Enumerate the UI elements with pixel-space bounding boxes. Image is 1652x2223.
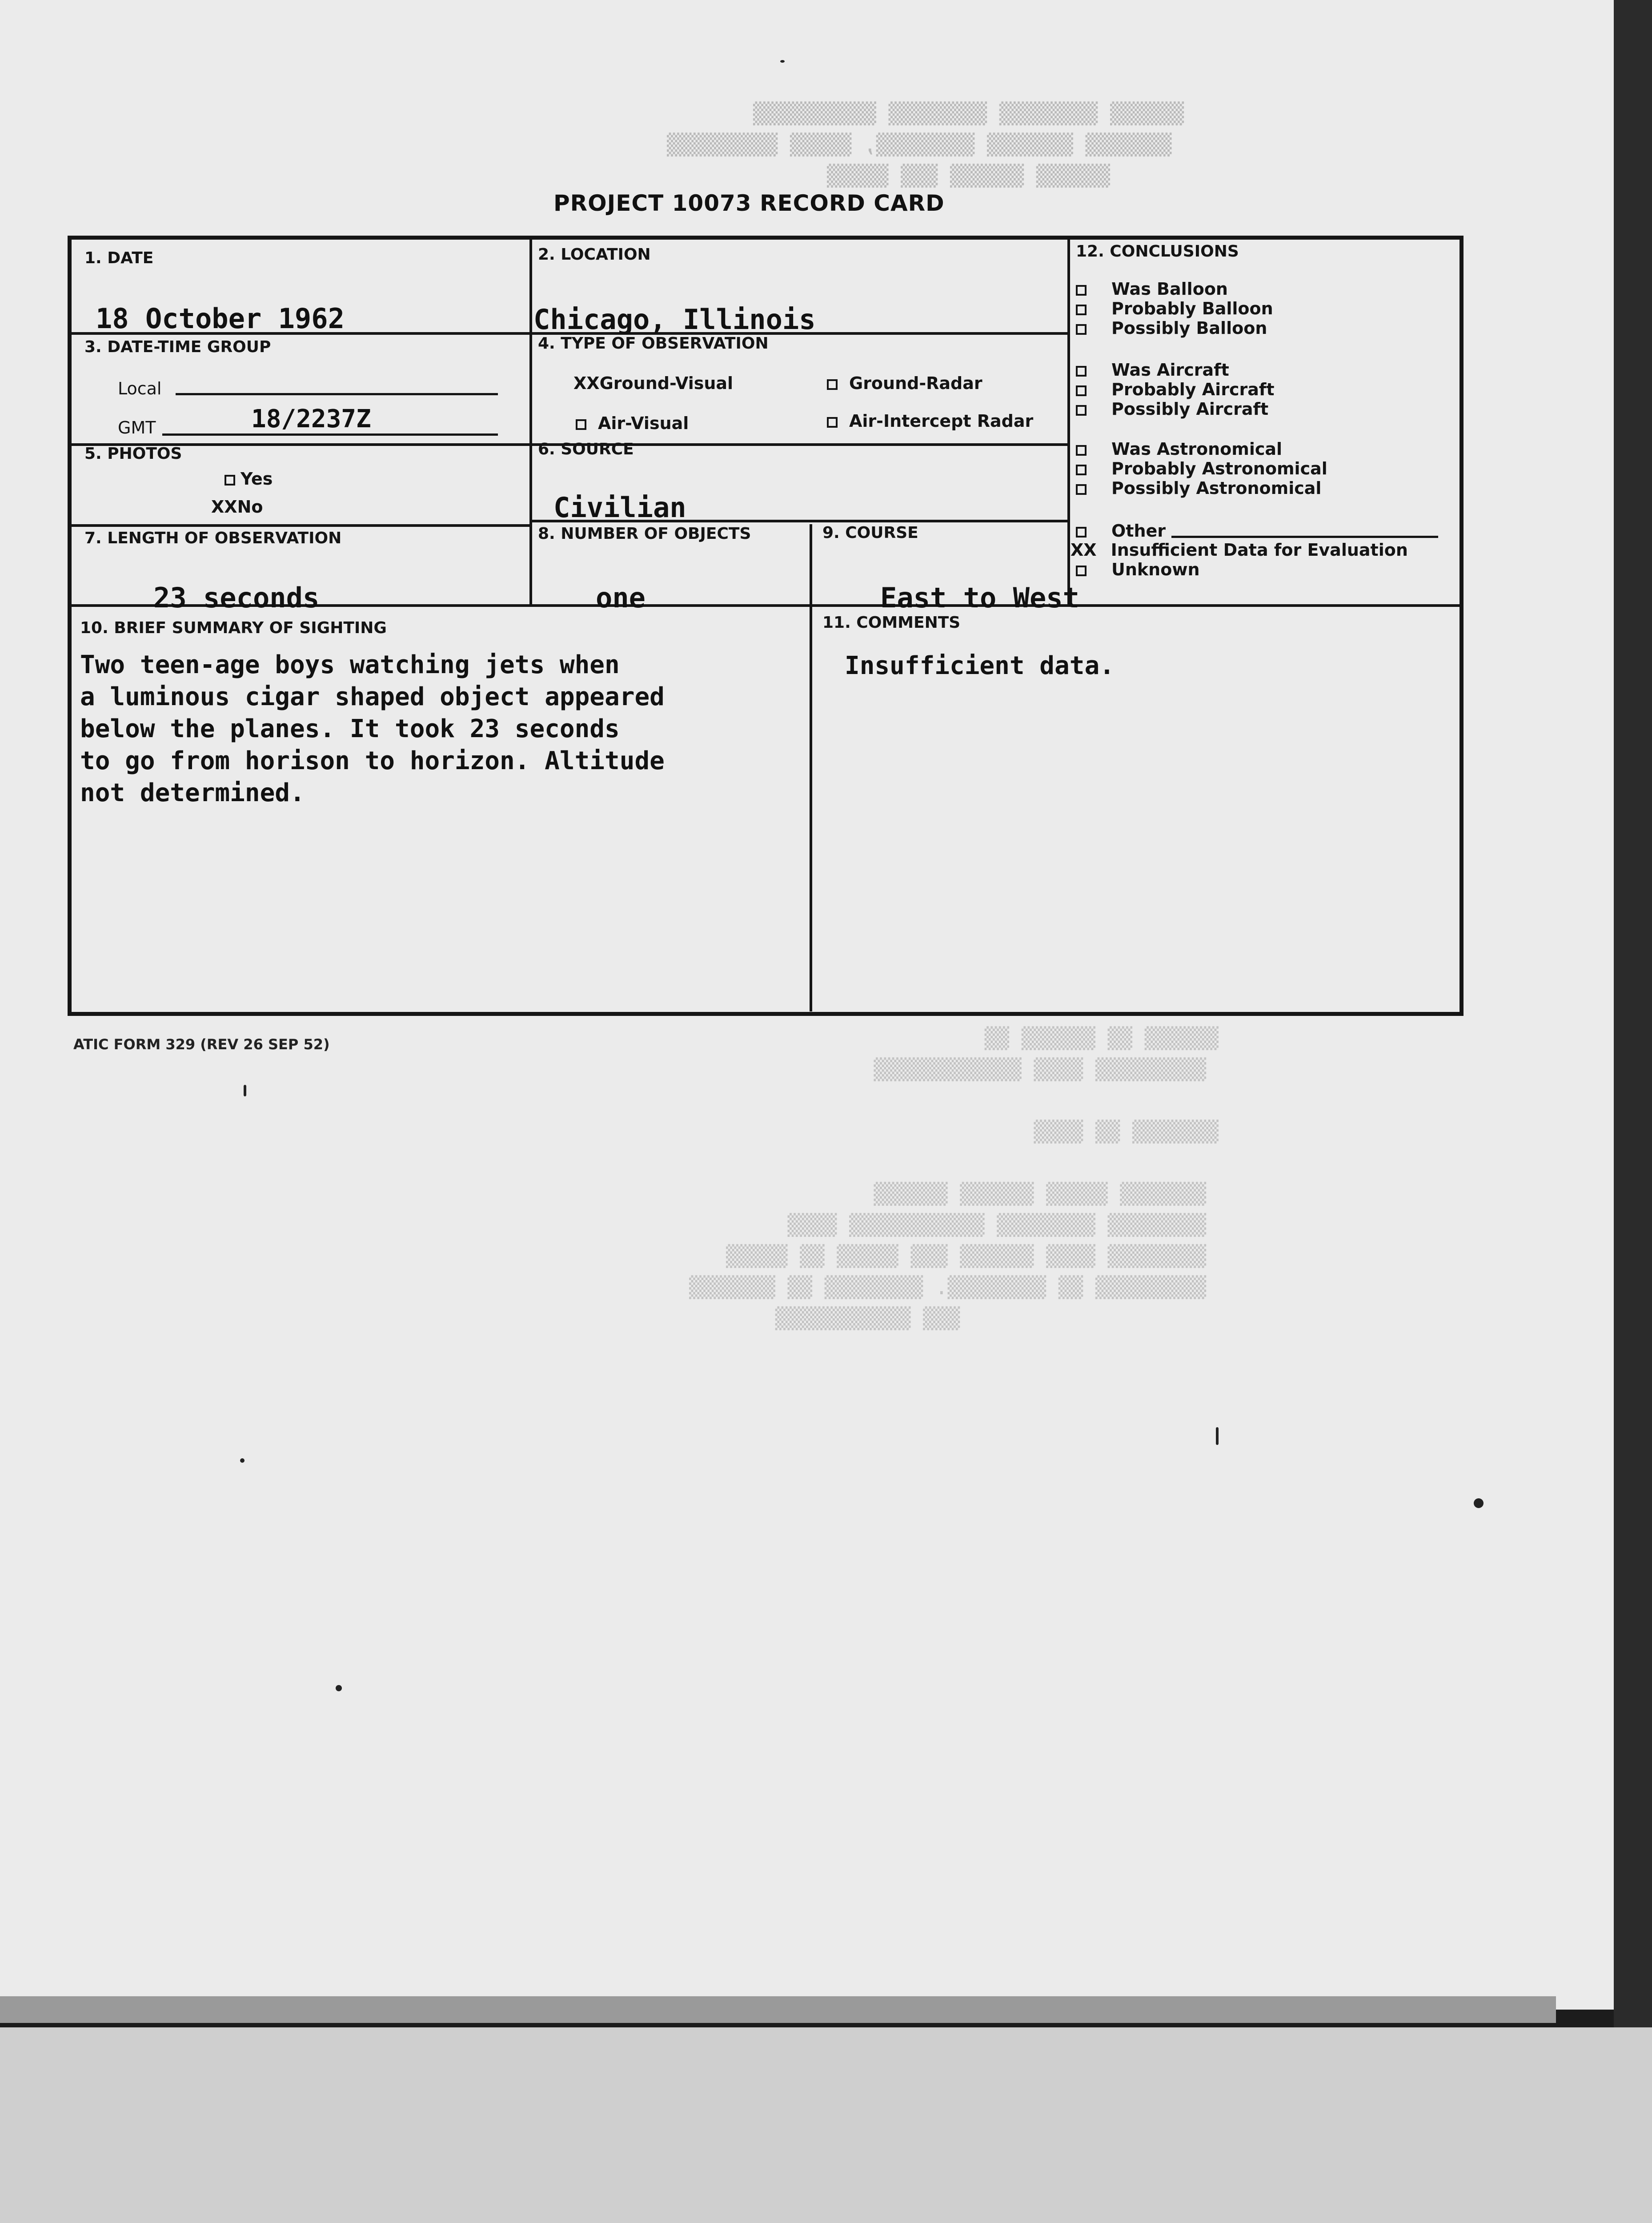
conclusion-checkbox	[1076, 405, 1087, 416]
gmt-value: 18/2237Z	[251, 405, 371, 433]
course-value: East to West	[880, 582, 1079, 614]
conclusion-checkbox	[1076, 465, 1087, 475]
conclusion-checkbox	[1076, 445, 1087, 456]
scan-speck	[780, 60, 785, 63]
summary-text: Two teen-age boys watching jets when a luminous cigar shaped object appeared below the planes. It took 23 seconds to go from horison to horizon. Altitude not determined.	[80, 650, 665, 807]
bleed-through-text: ▒▒▒▒▒▒ ▒▒▒▒▒▒▒▒ ▒▒▒▒▒▒▒▒ ▒▒▒▒▒▒▒▒▒▒ ▒▒▒▒▒▒▒ ▒▒▒▒▒▒▒ ▒▒▒▒▒▒▒▒, ▒▒▒▒▒ ▒▒▒▒▒▒▒▒▒ ▒▒▒▒▒▒ ▒▒▒▒▒▒ ▒▒▒ ▒▒▒▒▒	[667, 101, 1184, 188]
air-intercept-radar-checkbox	[827, 417, 838, 428]
source-value: Civilian	[553, 491, 686, 524]
air-intercept-radar-option: Air-Intercept Radar	[827, 411, 1033, 431]
date-time-group-label: 3. DATE-TIME GROUP	[84, 338, 271, 356]
conclusion-item-checked: XX Insufficient Data for Evaluation	[1071, 540, 1408, 560]
photos-label: 5. PHOTOS	[84, 445, 182, 463]
bleed-through-text: ▒▒▒▒▒▒ ▒▒ ▒▒▒▒▒▒ ▒▒ ▒▒▒▒▒▒▒▒▒ ▒▒▒▒ ▒▒▒▒▒▒▒▒▒▒▒▒ ▒▒▒▒▒▒▒ ▒▒ ▒▒▒▒ ▒▒▒▒▒▒▒ ▒▒▒▒▒ ▒▒▒▒▒▒ ▒▒▒▒▒▒ ▒▒▒▒▒▒▒▒ ▒▒▒▒▒▒▒▒ ▒▒▒▒▒▒▒▒▒▒▒ ▒▒▒▒ ▒▒▒▒▒▒▒▒ ▒▒▒▒ ▒▒▒▒▒▒ ▒▒▒ ▒▒▒▒▒ ▒▒ ▒▒▒▒▒ ▒▒▒▒▒▒▒▒▒ ▒▒ ▒▒▒▒▒▒▒▒. ▒▒▒▒▒▒▒▒ ▒▒ ▒▒▒▒▒▒▒ ▒▒▒ ▒▒▒▒▒▒▒▒▒▒▒	[689, 1026, 1219, 1330]
air-visual-checkbox	[576, 419, 586, 430]
conclusion-item: Unknown	[1076, 560, 1200, 579]
course-label: 9. COURSE	[822, 524, 918, 542]
scan-speck	[244, 1085, 246, 1096]
local-underline	[176, 393, 498, 395]
conclusion-item: Probably Aircraft	[1076, 380, 1275, 399]
conclusion-checkbox	[1076, 366, 1087, 377]
photos-no-option: XXNo	[211, 497, 263, 517]
summary-label: 10. BRIEF SUMMARY OF SIGHTING	[80, 619, 387, 637]
location-value: Chicago, Illinois	[533, 303, 816, 336]
conclusion-checkbox	[1076, 285, 1087, 296]
objects-value: one	[596, 582, 646, 614]
conclusion-checkbox	[1076, 305, 1087, 315]
conclusion-checkbox	[1076, 527, 1087, 538]
scan-border	[1614, 0, 1652, 2027]
conclusion-item: Probably Balloon	[1076, 299, 1273, 318]
length-value: 23 seconds	[153, 582, 320, 614]
conclusion-item: Was Balloon	[1076, 279, 1228, 299]
objects-label: 8. NUMBER OF OBJECTS	[538, 525, 751, 543]
paper-edge	[0, 1996, 1556, 2023]
conclusion-item: Possibly Aircraft	[1076, 399, 1268, 419]
conclusion-item: Was Astronomical	[1076, 439, 1282, 459]
scan-speck	[1474, 1498, 1484, 1508]
date-value: 18 October 1962	[96, 302, 345, 335]
comments-label: 11. COMMENTS	[822, 614, 961, 632]
ground-visual-option: XXGround-Visual	[573, 373, 734, 393]
card-title: PROJECT 10073 RECORD CARD	[553, 190, 945, 216]
conclusion-checkbox	[1076, 324, 1087, 335]
conclusion-item: Was Aircraft	[1076, 360, 1229, 380]
source-label: 6. SOURCE	[538, 440, 634, 458]
conclusion-checkbox	[1076, 484, 1087, 495]
conclusion-checkbox	[1076, 566, 1087, 576]
comments-value: Insufficient data.	[845, 651, 1115, 680]
air-visual-option: Air-Visual	[576, 413, 689, 433]
underlying-sheet	[0, 2027, 1652, 2223]
conclusion-item: Possibly Astronomical	[1076, 478, 1321, 498]
conclusion-check-mark: XX	[1071, 540, 1097, 560]
gmt-label: GMT	[118, 418, 156, 437]
ground-visual-check: XX	[573, 373, 600, 393]
gmt-underline	[162, 433, 498, 436]
form-footer: ATIC FORM 329 (REV 26 SEP 52)	[73, 1036, 330, 1053]
photos-yes-option: Yes	[225, 469, 273, 489]
other-underline	[1171, 536, 1438, 538]
scan-speck	[1216, 1427, 1219, 1445]
ground-radar-option: Ground-Radar	[827, 373, 982, 393]
conclusion-item-other: Other	[1076, 521, 1166, 541]
conclusion-item: Probably Astronomical	[1076, 459, 1327, 478]
local-label: Local	[118, 379, 162, 398]
date-label: 1. DATE	[84, 249, 154, 267]
conclusion-item: Possibly Balloon	[1076, 318, 1267, 338]
photos-yes-checkbox	[225, 475, 235, 486]
type-of-observation-label: 4. TYPE OF OBSERVATION	[538, 334, 769, 353]
conclusion-checkbox	[1076, 385, 1087, 396]
location-label: 2. LOCATION	[538, 245, 651, 264]
scan-speck	[336, 1685, 342, 1691]
ground-radar-checkbox	[827, 379, 838, 390]
scan-speck	[240, 1458, 245, 1463]
photos-no-check: XX	[211, 497, 237, 517]
length-label: 7. LENGTH OF OBSERVATION	[84, 529, 342, 547]
conclusions-label: 12. CONCLUSIONS	[1076, 242, 1239, 261]
